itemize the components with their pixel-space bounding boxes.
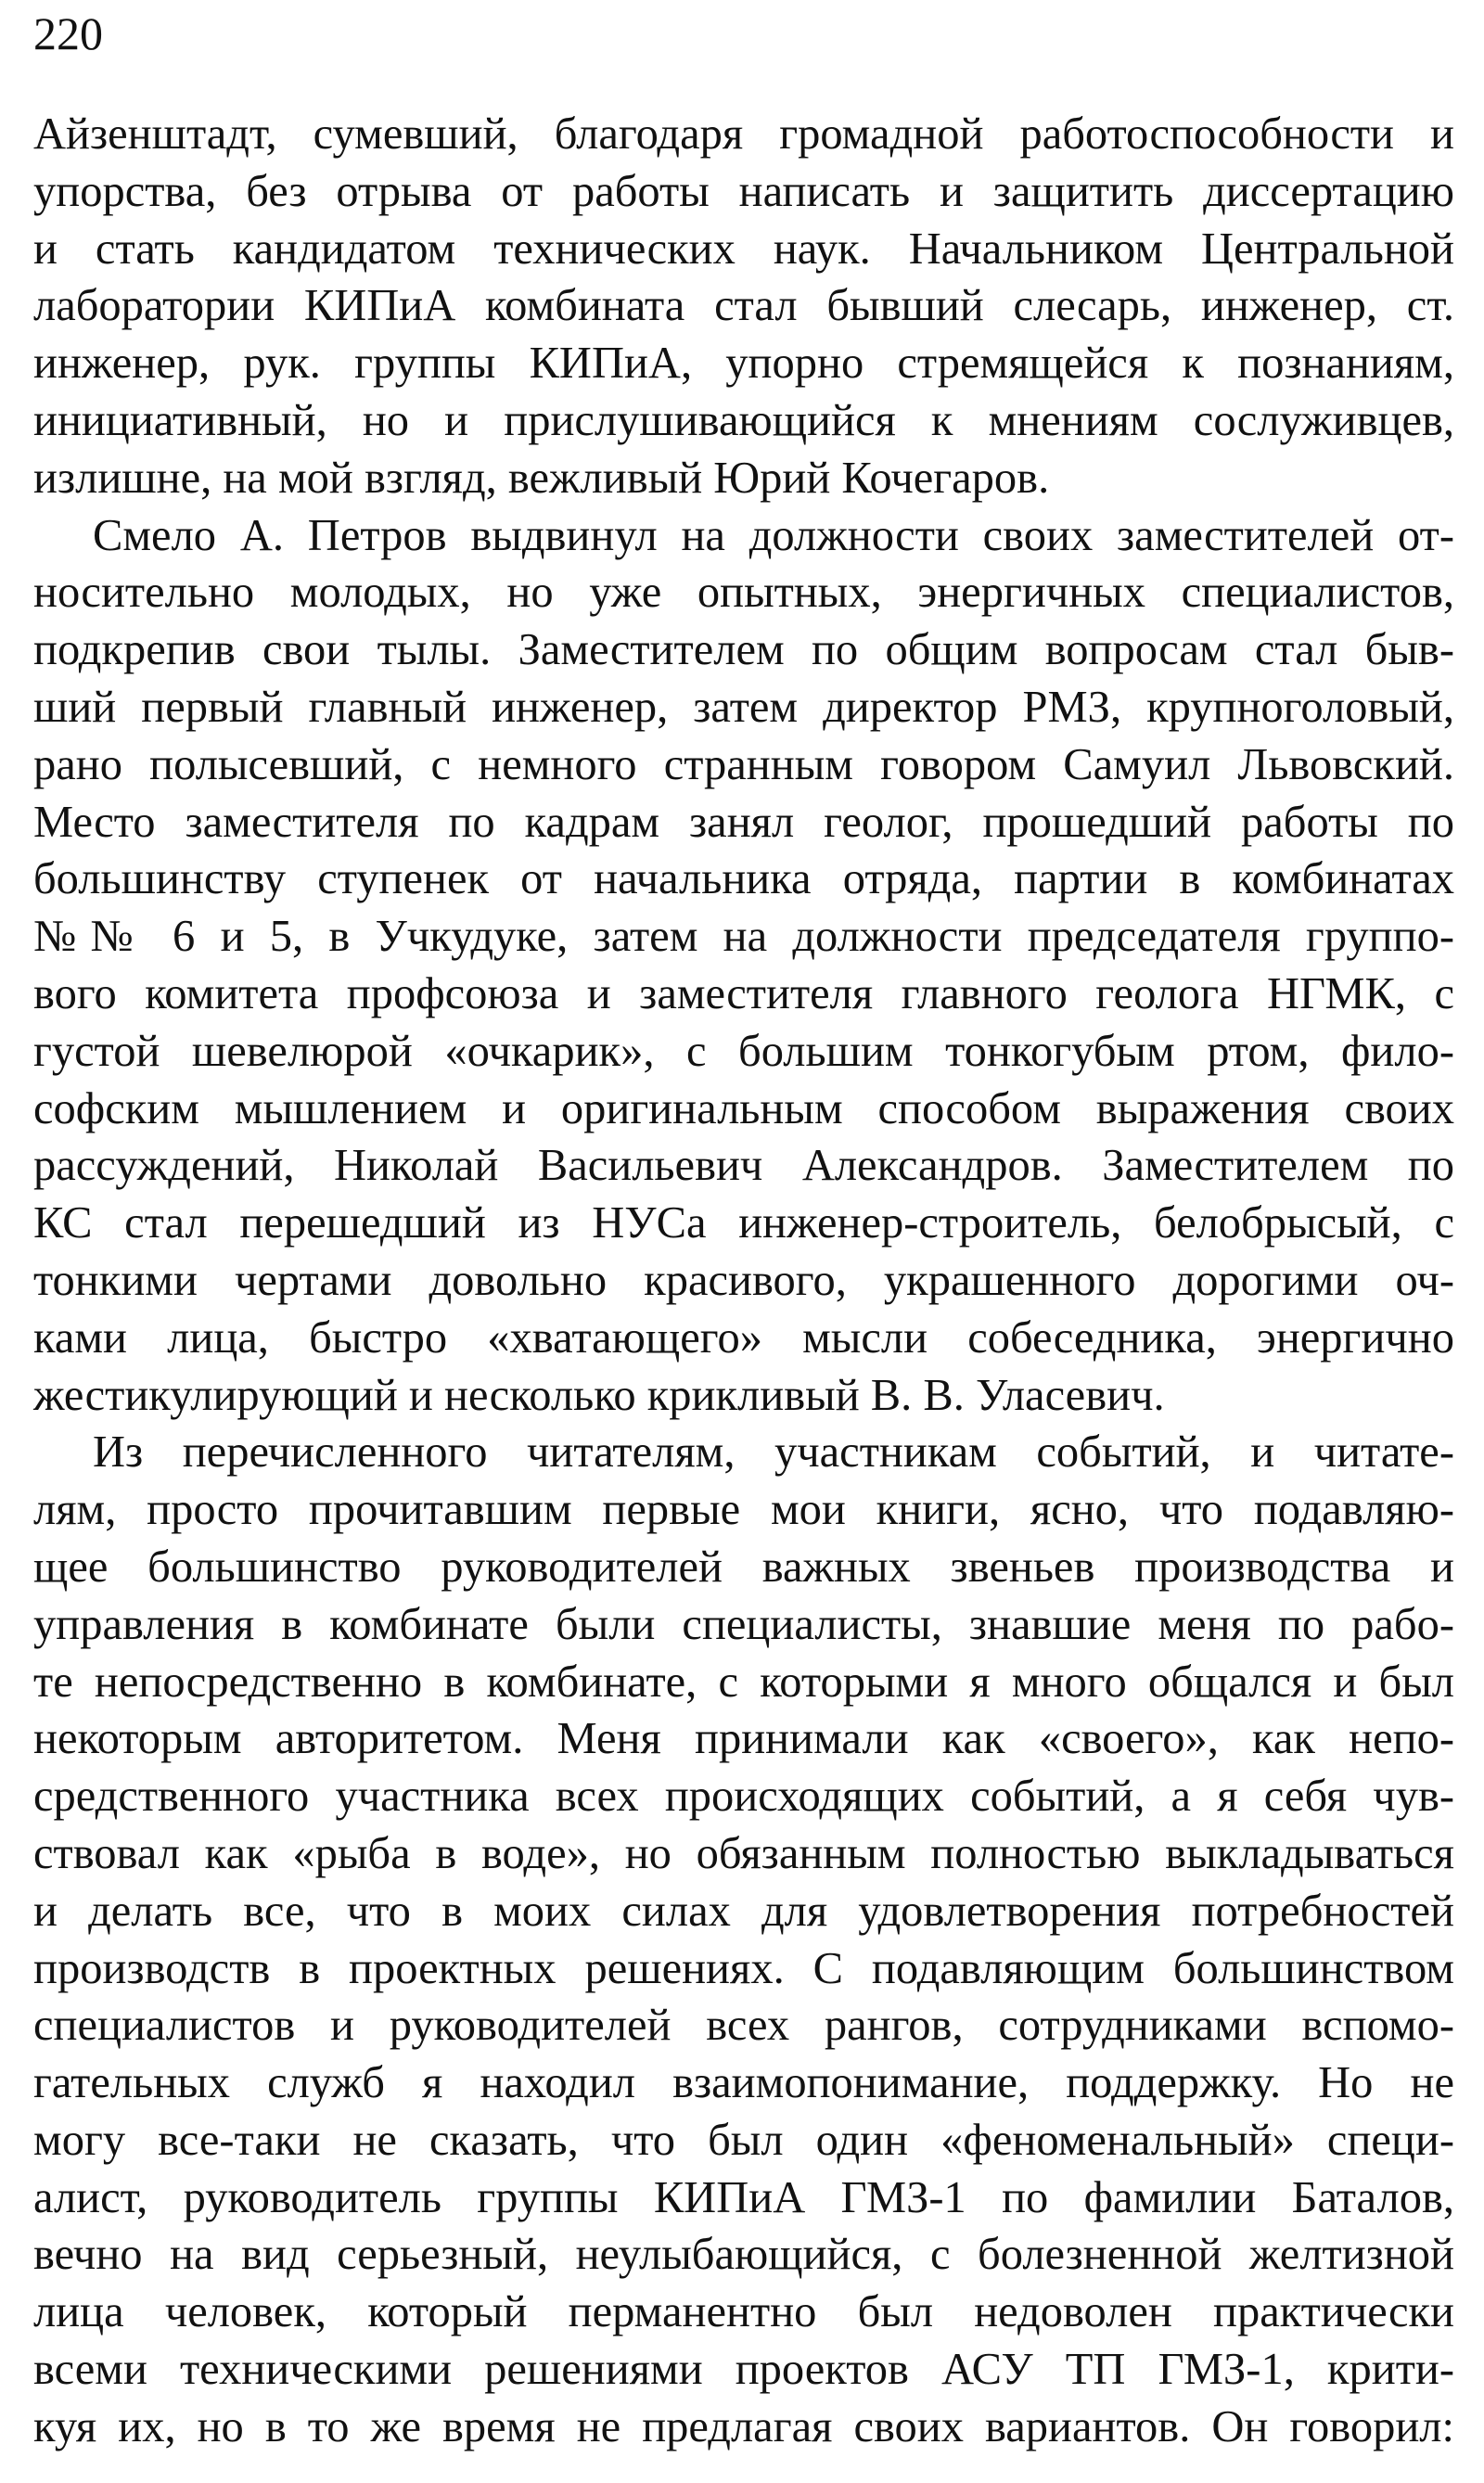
text-line: щее большинство руководителей важных звеньев производства и bbox=[33, 1542, 1454, 1592]
text-line: и стать кандидатом технических наук. Начальником Центральной bbox=[33, 224, 1454, 274]
text-line: специалистов и руководителей всех рангов, сотрудниками вспомо- bbox=[33, 2001, 1454, 2051]
text-line: КС стал перешедший из НУСа инженер-строитель, белобрысый, с bbox=[33, 1198, 1454, 1248]
text-line: лям, просто прочитавшим первые мои книги, ясно, что подавляю- bbox=[33, 1485, 1454, 1535]
book-page bbox=[33, 0, 1454, 2483]
text-line: вечно на вид серьезный, неулыбающийся, с болезненной желтизной bbox=[33, 2230, 1454, 2280]
text-line: густой шевелюрой «очкарик», с большим тонкогубым ртом, фило- bbox=[33, 1026, 1454, 1076]
body-text bbox=[33, 106, 1454, 2456]
text-line: рано полысевший, с немного странным говором Самуил Львовский. bbox=[33, 739, 1454, 789]
text-line: жестикулирующий и несколько крикливый В. В. Уласевич. bbox=[33, 1370, 1165, 1420]
page-number: 220 bbox=[33, 7, 103, 59]
text-line: софским мышлением и оригинальным способом выражения своих bbox=[33, 1083, 1454, 1133]
text-line: рассуждений, Николай Васильевич Александров. Заместителем по bbox=[33, 1141, 1454, 1191]
text-line: управления в комбинате были специалисты, знавшие меня по рабо- bbox=[33, 1599, 1454, 1649]
text-line: и делать все, что в моих силах для удовлетворения потребностей bbox=[33, 1886, 1454, 1936]
text-line: гательных служб я находил взаимопонимание, поддержку. Но не bbox=[33, 2058, 1454, 2108]
text-line: вого комитета профсоюза и заместителя главного геолога НГМК, с bbox=[33, 968, 1454, 1018]
text-line: куя их, но в то же время не предлагая своих вариантов. Он говорил: bbox=[33, 2401, 1454, 2451]
text-line: №№ 6 и 5, в Учкудуке, затем на должности председателя группо- bbox=[33, 912, 1454, 962]
text-line: лица человек, который перманентно был недоволен практически bbox=[33, 2287, 1454, 2337]
text-line: ший первый главный инженер, затем директор РМЗ, крупноголовый, bbox=[33, 682, 1454, 732]
text-line: излишне, на мой взгляд, вежливый Юрий Кочегаров. bbox=[33, 453, 1050, 503]
text-line: подкрепив свои тылы. Заместителем по общим вопросам стал быв- bbox=[33, 625, 1454, 675]
text-line: средственного участника всех происходящих событий, а я себя чув- bbox=[33, 1772, 1454, 1822]
paragraph-first-line: Смело А. Петров выдвинул на должности своих заместителей от- bbox=[93, 510, 1454, 560]
text-line: ками лица, быстро «хватающего» мысли собеседника, энергично bbox=[33, 1312, 1454, 1363]
text-line: лаборатории КИПиА комбината стал бывший слесарь, инженер, ст. bbox=[33, 281, 1454, 331]
text-line: Место заместителя по кадрам занял геолог, прошедший работы по bbox=[33, 797, 1454, 847]
text-line: производств в проектных решениях. С подавляющим большинством bbox=[33, 1943, 1454, 1993]
text-line: инженер, рук. группы КИПиА, упорно стремящейся к познаниям, bbox=[33, 339, 1454, 389]
text-line: инициативный, но и прислушивающийся к мнениям сослуживцев, bbox=[33, 395, 1454, 445]
text-line: те непосредственно в комбинате, с которыми я много общался и был bbox=[33, 1657, 1454, 1707]
paragraph-first-line: Из перечисленного читателям, участникам событий, и читате- bbox=[93, 1427, 1454, 1478]
text-line: всеми техническими решениями проектов АСУ ТП ГМЗ-1, крити- bbox=[33, 2345, 1454, 2395]
text-line: алист, руководитель группы КИПиА ГМЗ-1 по фамилии Баталов, bbox=[33, 2172, 1454, 2222]
text-line: тонкими чертами довольно красивого, украшенного дорогими оч- bbox=[33, 1255, 1454, 1305]
text-line: носительно молодых, но уже опытных, энергичных специалистов, bbox=[33, 568, 1454, 618]
text-line: упорства, без отрыва от работы написать и защитить диссертацию bbox=[33, 166, 1454, 216]
text-line: некоторым авторитетом. Меня принимали как «своего», как непо- bbox=[33, 1714, 1454, 1764]
text-line: ствовал как «рыба в воде», но обязанным полностью выкладываться bbox=[33, 1828, 1454, 1878]
text-line: могу все-таки не сказать, что был один «феноменальный» специ- bbox=[33, 2115, 1454, 2165]
text-line: большинству ступенек от начальника отряда, партии в комбинатах bbox=[33, 854, 1454, 904]
text-line: Айзенштадт, сумевший, благодаря громадной работоспособности и bbox=[33, 109, 1454, 159]
